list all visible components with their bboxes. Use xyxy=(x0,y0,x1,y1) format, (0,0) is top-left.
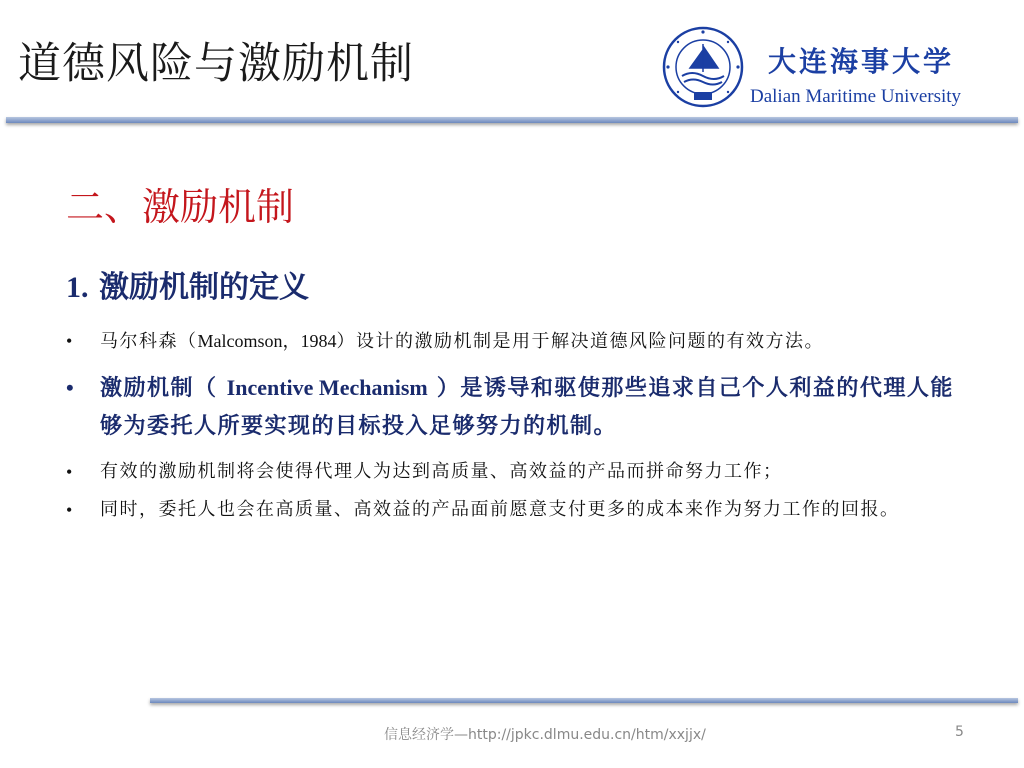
university-name-cn: 大连海事大学 xyxy=(768,45,955,78)
slide-title: 道德风险与激励机制 xyxy=(18,39,414,89)
bullet-symbol: • xyxy=(66,500,74,520)
university-seal-icon xyxy=(662,26,744,108)
section-title: 二、激励机制 xyxy=(66,185,295,229)
bullet-text: 有效的激励机制将会使得代理人为达到高质量、高效益的产品而拼命努力工作； xyxy=(100,461,783,482)
bullet-text: 激励机制（ xyxy=(100,375,227,401)
footer-divider xyxy=(150,698,1018,703)
bullet-term-en: Incentive Mechanism xyxy=(226,375,428,400)
bullet-item-2 xyxy=(66,369,966,445)
page-number: 5 xyxy=(955,724,964,740)
bullet-symbol: • xyxy=(66,462,74,482)
bullet-list xyxy=(66,324,966,527)
footer-source: 信息经济学—http://jpkc.dlmu.edu.cn/htm/xxjjx/ xyxy=(384,727,706,743)
bullet-text: 马尔科森（ xyxy=(100,331,198,352)
subsection-title xyxy=(66,262,309,306)
bullet-symbol: • xyxy=(66,331,74,351)
bullet-item-3 xyxy=(66,455,966,489)
bullet-citation: Malcomson，1984 xyxy=(197,331,337,351)
subsection-text: 激励机制的定义 xyxy=(98,270,309,305)
bullet-text: 同时，委托人也会在高质量、高效益的产品面前愿意支付更多的成本来作为努力工作的回报。 xyxy=(100,499,900,520)
bullet-text: ）是诱导和驱使那些追求自己个人利益的代理人能够为委托人所要实现的目标投入足够努力的机制。 xyxy=(100,375,954,439)
header-divider xyxy=(6,117,1018,123)
bullet-text: ）设计的激励机制是用于解决道德风险问题的有效方法。 xyxy=(336,331,824,352)
bullet-item-4 xyxy=(66,493,966,527)
subsection-number: 1. xyxy=(66,271,89,304)
bullet-item-1 xyxy=(66,324,966,359)
bullet-symbol: • xyxy=(66,375,76,400)
university-name-en: Dalian Maritime University xyxy=(750,86,962,107)
